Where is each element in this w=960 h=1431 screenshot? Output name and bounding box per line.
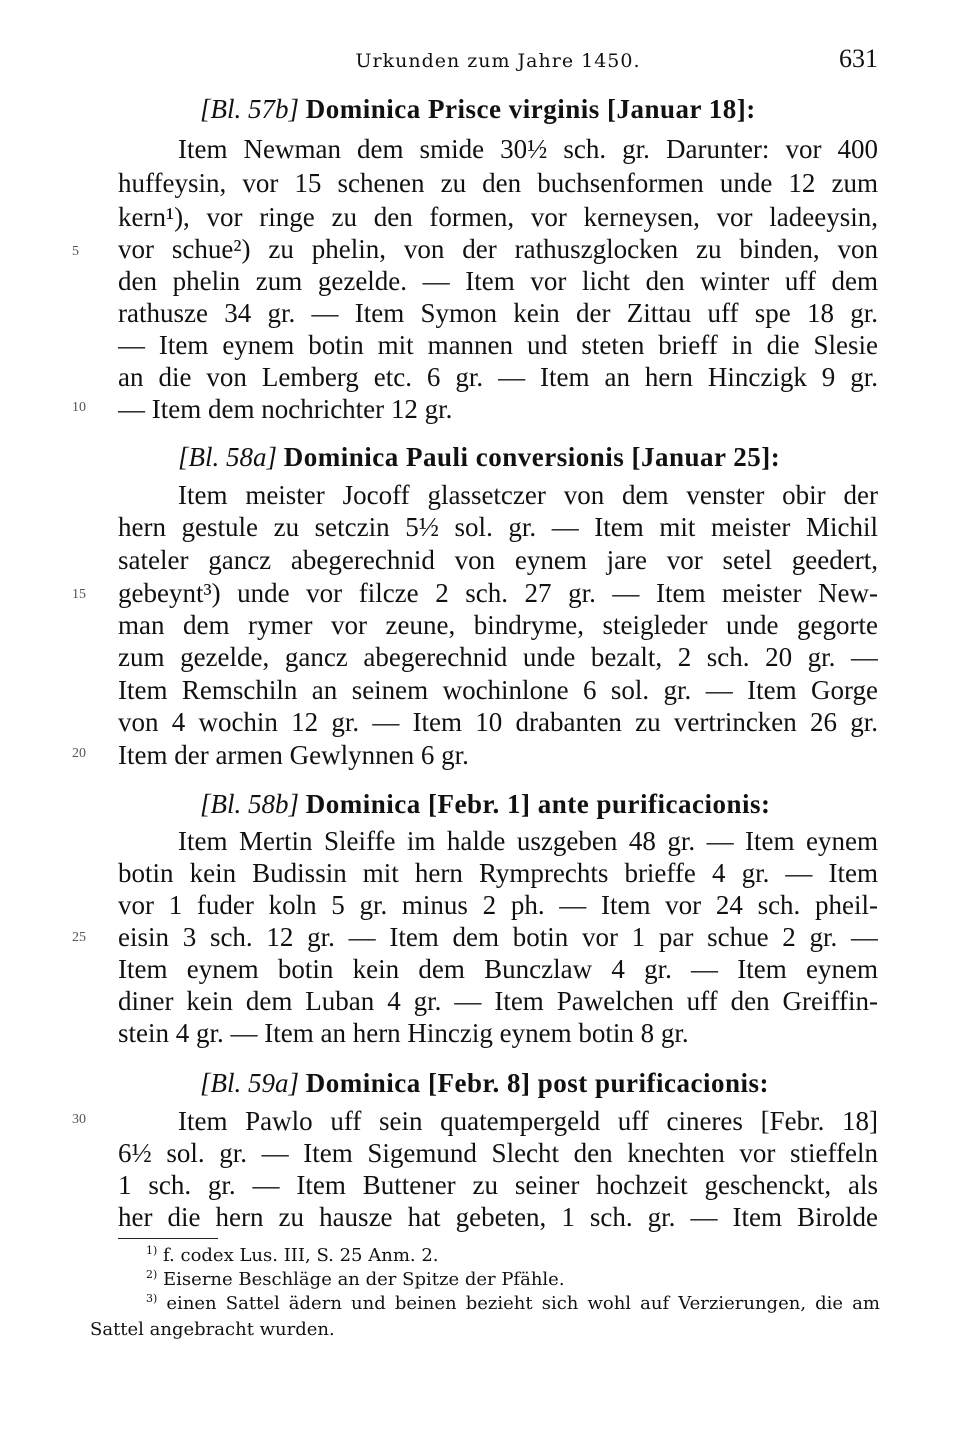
text-line: Item meister Jocoff glassetczer von dem venster obir der	[178, 480, 878, 510]
text-line: Item Newman dem smide 30½ sch. gr. Darunter: vor 400	[178, 134, 878, 164]
text-line: von 4 wochin 12 gr. — Item 10 drabanten zu vertrincken 26 gr.	[118, 707, 878, 737]
margin-line-number: 30	[72, 1112, 86, 1127]
text-line: Item Pawlo uff sein quatempergeld uff cineres [Febr. 18]	[178, 1106, 878, 1136]
text-line: — Item dem nochrichter 12 gr.	[118, 394, 453, 424]
text-line: botin kein Budissin mit hern Rymprechts brieffe 4 gr. — Item	[118, 858, 878, 888]
section-title: Dominica Pauli conversionis [Januar 25]:	[283, 442, 781, 472]
footnote	[146, 1244, 439, 1268]
text-line: huffeysin, vor 15 schenen zu den buchsenformen unde 12 zum	[118, 168, 878, 198]
folio-reference: [Bl. 58a]	[178, 442, 278, 472]
section-title: Dominica [Febr. 8] post purificacionis:	[305, 1068, 769, 1098]
margin-line-number: 10	[72, 400, 86, 415]
footnote-mark: 1)	[146, 1244, 158, 1257]
section-heading	[200, 92, 756, 126]
footnote-text: einen Sattel ädern und beinen bezieht sich wohl auf Verzierungen, die am	[166, 1293, 880, 1314]
footnote	[146, 1292, 880, 1316]
text-line: gebeynt³) unde vor filcze 2 sch. 27 gr. — Item meister New-	[118, 578, 878, 608]
footnote-mark: 2)	[146, 1268, 158, 1281]
text-line: rathusze 34 gr. — Item Symon kein der Zittau uff spe 18 gr.	[118, 298, 878, 328]
section-title: Dominica [Febr. 1] ante purificacionis:	[305, 789, 771, 819]
text-line: man dem rymer vor zeune, bindryme, steigleder unde gegorte	[118, 610, 878, 640]
running-title: Urkunden zum Jahre 1450.	[355, 50, 641, 72]
text-line: Item der armen Gewlynnen 6 gr.	[118, 740, 469, 770]
section-heading	[200, 1066, 769, 1100]
margin-line-number: 5	[72, 244, 79, 259]
text-line: Item Remschiln an seinem wochinlone 6 sol. gr. — Item Gorge	[118, 675, 878, 705]
footnote-text: f. codex Lus. III, S. 25 Anm. 2.	[163, 1245, 439, 1266]
text-line: vor 1 fuder koln 5 gr. minus 2 ph. — Item vor 24 sch. pheil-	[118, 890, 878, 920]
folio-reference: [Bl. 57b]	[200, 94, 300, 124]
text-line: eisin 3 sch. 12 gr. — Item dem botin vor 1 par schue 2 gr. —	[118, 922, 878, 952]
section-heading	[178, 440, 780, 474]
section-title: Dominica Prisce virginis [Januar 18]:	[305, 94, 756, 124]
text-line: Item Mertin Sleiffe im halde uszgeben 48 gr. — Item eynem	[178, 826, 878, 856]
text-line: an die von Lemberg etc. 6 gr. — Item an hern Hinczigk 9 gr.	[118, 362, 878, 392]
page-number: 631	[839, 44, 878, 73]
text-line: diner kein dem Luban 4 gr. — Item Pawelchen uff den Greiffin-	[118, 986, 878, 1016]
footnote-mark: 3)	[146, 1292, 158, 1305]
margin-line-number: 20	[72, 746, 86, 761]
footnote-continuation: Sattel angebracht wurden.	[90, 1319, 335, 1340]
text-line: kern¹), vor ringe zu den formen, vor kerneysen, vor ladeeysin,	[118, 202, 878, 232]
text-line: vor schue²) zu phelin, von der rathuszglocken zu binden, von	[118, 234, 878, 264]
text-line: sateler gancz abegerechnid von eynem jare vor setel geedert,	[118, 545, 878, 575]
text-line: 1 sch. gr. — Item Buttener zu seiner hochzeit geschenckt, als	[118, 1170, 878, 1200]
text-line: stein 4 gr. — Item an hern Hinczig eynem botin 8 gr.	[118, 1018, 689, 1048]
folio-reference: [Bl. 59a]	[200, 1068, 300, 1098]
section-heading	[200, 787, 770, 821]
margin-line-number: 15	[72, 587, 86, 602]
text-line: 6½ sol. gr. — Item Sigemund Slecht den knechten vor stieffeln	[118, 1138, 878, 1168]
text-line: hern gestule zu setczin 5½ sol. gr. — Item mit meister Michil	[118, 512, 878, 542]
text-line: Item eynem botin kein dem Bunczlaw 4 gr. — Item eynem	[118, 954, 878, 984]
footnote-text: Eiserne Beschläge an der Spitze der Pfähle.	[163, 1269, 565, 1290]
page-header	[118, 44, 878, 84]
text-line: — Item eynem botin mit mannen und steten brieff in die Slesie	[118, 330, 878, 360]
folio-reference: [Bl. 58b]	[200, 789, 300, 819]
footnote-rule	[118, 1238, 218, 1239]
text-line: den phelin zum gezelde. — Item vor licht den winter uff dem	[118, 266, 878, 296]
margin-line-number: 25	[72, 930, 86, 945]
text-line: her die hern zu hausze hat gebeten, 1 sch. gr. — Item Birolde	[118, 1202, 878, 1232]
footnote	[146, 1268, 565, 1292]
text-line: zum gezelde, gancz abegerechnid unde bezalt, 2 sch. 20 gr. —	[118, 642, 878, 672]
